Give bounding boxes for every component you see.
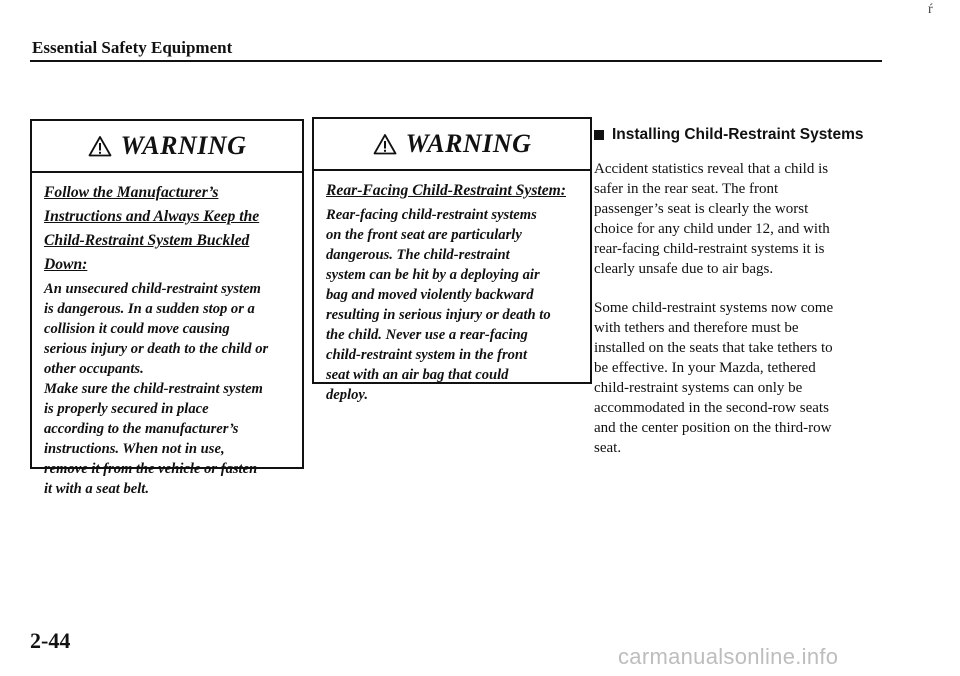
body-line: bag and moved violently backward xyxy=(326,287,534,303)
subheading-line: Down: xyxy=(44,256,88,273)
warning-triangle-icon xyxy=(373,133,397,155)
warning-header xyxy=(314,119,590,171)
warning-header xyxy=(32,121,302,173)
body-line: seat with an air bag that could xyxy=(326,367,509,383)
body-line: deploy. xyxy=(326,387,369,403)
warning-title: WARNING xyxy=(120,131,247,160)
body-line: collision it could move causing xyxy=(44,321,230,337)
subheading-line: Rear-Facing Child-Restraint System: xyxy=(326,182,566,199)
paragraph-line: seat. xyxy=(594,440,622,456)
paragraph xyxy=(594,159,894,279)
warning-title: WARNING xyxy=(405,129,532,158)
warning-triangle-icon xyxy=(88,135,112,157)
paragraph-line: be effective. In your Mazda, tethered xyxy=(594,360,816,376)
square-bullet-icon xyxy=(594,130,604,140)
subheading-line: Child-Restraint System Buckled xyxy=(44,232,250,249)
page-number: 2-44 xyxy=(30,628,71,653)
warning-body xyxy=(32,173,302,499)
body-line: dangerous. The child-restraint xyxy=(326,247,510,263)
body-line: is properly secured in place xyxy=(44,401,209,417)
paragraph-line: Some child-restraint systems now come xyxy=(594,300,834,316)
paragraph-line: rear-facing child-restraint systems it is xyxy=(594,241,825,257)
body-line: Make sure the child-restraint system xyxy=(44,381,263,397)
body-line: child-restraint system in the front xyxy=(326,347,528,363)
warning-subheading xyxy=(44,181,292,277)
body-line: the child. Never use a rear-facing xyxy=(326,327,528,343)
body-line: system can be hit by a deploying air xyxy=(326,267,540,283)
body-line: An unsecured child-restraint system xyxy=(44,281,261,297)
paragraph-line: safer in the rear seat. The front xyxy=(594,181,779,197)
body-line: other occupants. xyxy=(44,361,144,377)
paragraph-line: installed on the seats that take tethers to xyxy=(594,340,833,356)
paragraph-line: passenger’s seat is clearly the worst xyxy=(594,201,809,217)
subheading-line: Follow the Manufacturer’s xyxy=(44,184,219,201)
body-line: is dangerous. In a sudden stop or a xyxy=(44,301,255,317)
page-header-title: Essential Safety Equipment xyxy=(32,38,233,57)
warning-subheading xyxy=(326,179,580,203)
body-line: serious injury or death to the child or xyxy=(44,341,269,357)
section-heading xyxy=(594,126,894,144)
paragraph-line: Accident statistics reveal that a child is xyxy=(594,161,829,177)
paragraph xyxy=(594,298,894,458)
header-rule xyxy=(30,60,882,62)
paragraph-line: clearly unsafe due to air bags. xyxy=(594,261,774,277)
paragraph-line: and the center position on the third-row xyxy=(594,420,832,436)
paragraph-line: accommodated in the second-row seats xyxy=(594,400,829,416)
paragraph-line: choice for any child under 12, and with xyxy=(594,221,830,237)
corner-mark: ŕ xyxy=(928,2,933,17)
body-line: according to the manufacturer’s xyxy=(44,421,239,437)
installing-section xyxy=(594,126,894,458)
body-line: resulting in serious injury or death to xyxy=(326,307,551,323)
warning-body xyxy=(314,171,590,405)
body-line: instructions. When not in use, xyxy=(44,441,225,457)
body-line: Rear-facing child-restraint systems xyxy=(326,207,537,223)
body-line: remove it from the vehicle or fasten xyxy=(44,461,258,477)
paragraph-line: child-restraint systems can only be xyxy=(594,380,803,396)
body-line: on the front seat are particularly xyxy=(326,227,522,243)
section-heading-text: Installing Child-Restraint Systems xyxy=(612,126,864,143)
subheading-line: Instructions and Always Keep the xyxy=(44,208,260,225)
watermark: carmanualsonline.info xyxy=(618,644,839,669)
warning-box-rear-facing xyxy=(312,117,592,403)
warning-box-buckled xyxy=(30,119,304,497)
paragraph-line: with tethers and therefore must be xyxy=(594,320,799,336)
body-line: it with a seat belt. xyxy=(44,481,149,497)
